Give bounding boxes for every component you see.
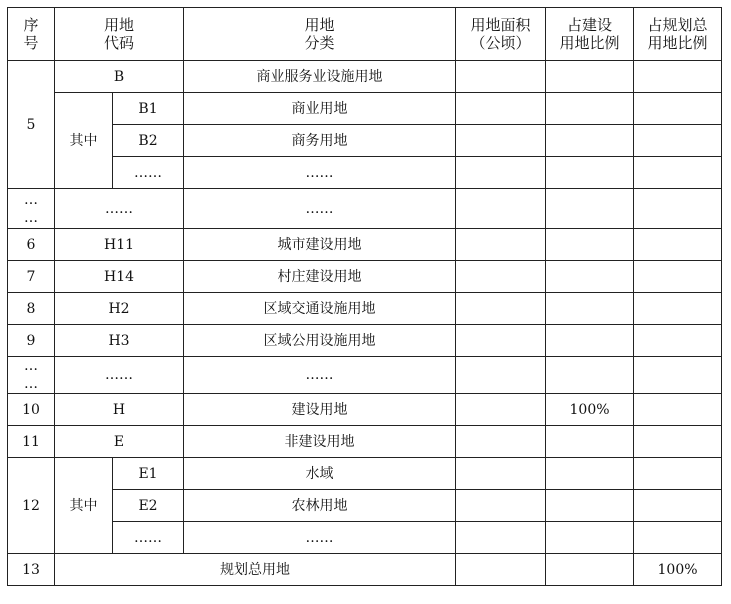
ratio-construction-cell <box>546 157 634 189</box>
category-cell: 区域公用设施用地 <box>184 325 456 357</box>
seq-cell: 5 <box>8 61 55 189</box>
ratio-total-cell <box>634 61 722 93</box>
table-row <box>8 189 722 229</box>
seq-cell: 10 <box>8 394 55 426</box>
seq-cell: 8 <box>8 293 55 325</box>
ratio-construction-cell <box>546 522 634 554</box>
header-seq: 序 号 <box>8 8 55 61</box>
category-cell: …… <box>184 157 456 189</box>
area-cell <box>456 426 546 458</box>
ratio-total-cell <box>634 458 722 490</box>
code-cell: …… <box>113 522 184 554</box>
table-row <box>8 426 722 458</box>
area-cell <box>456 93 546 125</box>
ratio-construction-cell: 100% <box>546 394 634 426</box>
ratio-total-cell: 100% <box>634 554 722 586</box>
ratio-total-cell <box>634 261 722 293</box>
table-row <box>8 125 722 157</box>
area-cell <box>456 458 546 490</box>
code-cell: B <box>55 61 184 93</box>
table-row <box>8 394 722 426</box>
header-ratio-construction: 占建设 用地比例 <box>546 8 634 61</box>
header-category: 用地 分类 <box>184 8 456 61</box>
ratio-total-cell <box>634 490 722 522</box>
table-row <box>8 458 722 490</box>
category-cell: 区域交通设施用地 <box>184 293 456 325</box>
ratio-construction-cell <box>546 189 634 229</box>
code-cell: H3 <box>55 325 184 357</box>
table-row <box>8 61 722 93</box>
category-cell: 城市建设用地 <box>184 229 456 261</box>
ratio-construction-cell <box>546 554 634 586</box>
category-cell: 非建设用地 <box>184 426 456 458</box>
code-cell: H2 <box>55 293 184 325</box>
area-cell <box>456 61 546 93</box>
category-cell: …… <box>184 357 456 394</box>
table-row <box>8 522 722 554</box>
table-row <box>8 157 722 189</box>
table-row <box>8 229 722 261</box>
area-cell <box>456 394 546 426</box>
header-ratio-total: 占规划总 用地比例 <box>634 8 722 61</box>
area-cell <box>456 229 546 261</box>
ratio-construction-cell <box>546 61 634 93</box>
code-cell: B2 <box>113 125 184 157</box>
area-cell <box>456 522 546 554</box>
header-area: 用地面积 （公顷） <box>456 8 546 61</box>
category-cell: 规划总用地 <box>55 554 456 586</box>
area-cell <box>456 490 546 522</box>
area-cell <box>456 293 546 325</box>
code-cell: H14 <box>55 261 184 293</box>
code-cell: E <box>55 426 184 458</box>
ratio-total-cell <box>634 125 722 157</box>
code-cell: H <box>55 394 184 426</box>
category-cell: 水域 <box>184 458 456 490</box>
area-cell <box>456 125 546 157</box>
table-row <box>8 554 722 586</box>
ratio-total-cell <box>634 189 722 229</box>
ratio-construction-cell <box>546 357 634 394</box>
seq-cell: 6 <box>8 229 55 261</box>
ratio-total-cell <box>634 293 722 325</box>
ratio-construction-cell <box>546 229 634 261</box>
seq-cell: 12 <box>8 458 55 554</box>
ratio-construction-cell <box>546 293 634 325</box>
category-cell: 商业用地 <box>184 93 456 125</box>
land-use-table <box>7 7 722 586</box>
table-row <box>8 261 722 293</box>
code-cell: …… <box>55 189 184 229</box>
area-cell <box>456 554 546 586</box>
seq-cell: 11 <box>8 426 55 458</box>
seq-cell: 13 <box>8 554 55 586</box>
code-cell: …… <box>113 157 184 189</box>
category-cell: …… <box>184 522 456 554</box>
area-cell <box>456 325 546 357</box>
sub-label-cell: 其中 <box>55 93 113 189</box>
category-cell: 商业服务业设施用地 <box>184 61 456 93</box>
ratio-construction-cell <box>546 325 634 357</box>
table-row <box>8 357 722 394</box>
code-cell: E2 <box>113 490 184 522</box>
area-cell <box>456 157 546 189</box>
category-cell: 商务用地 <box>184 125 456 157</box>
sub-label-cell: 其中 <box>55 458 113 554</box>
seq-cell: … … <box>8 189 55 229</box>
ratio-construction-cell <box>546 261 634 293</box>
ratio-total-cell <box>634 522 722 554</box>
ratio-total-cell <box>634 325 722 357</box>
ratio-construction-cell <box>546 426 634 458</box>
ratio-total-cell <box>634 157 722 189</box>
ratio-construction-cell <box>546 490 634 522</box>
ratio-construction-cell <box>546 458 634 490</box>
ratio-total-cell <box>634 426 722 458</box>
header-code: 用地 代码 <box>55 8 184 61</box>
code-cell: E1 <box>113 458 184 490</box>
area-cell <box>456 189 546 229</box>
code-cell: H11 <box>55 229 184 261</box>
category-cell: 建设用地 <box>184 394 456 426</box>
table-row <box>8 325 722 357</box>
ratio-total-cell <box>634 394 722 426</box>
code-cell: …… <box>55 357 184 394</box>
table-row <box>8 490 722 522</box>
category-cell: …… <box>184 189 456 229</box>
seq-cell: … … <box>8 357 55 394</box>
area-cell <box>456 261 546 293</box>
table-row <box>8 293 722 325</box>
category-cell: 村庄建设用地 <box>184 261 456 293</box>
area-cell <box>456 357 546 394</box>
ratio-total-cell <box>634 357 722 394</box>
category-cell: 农林用地 <box>184 490 456 522</box>
seq-cell: 7 <box>8 261 55 293</box>
ratio-construction-cell <box>546 93 634 125</box>
seq-cell: 9 <box>8 325 55 357</box>
code-cell: B1 <box>113 93 184 125</box>
ratio-total-cell <box>634 93 722 125</box>
ratio-construction-cell <box>546 125 634 157</box>
ratio-total-cell <box>634 229 722 261</box>
table-row <box>8 93 722 125</box>
